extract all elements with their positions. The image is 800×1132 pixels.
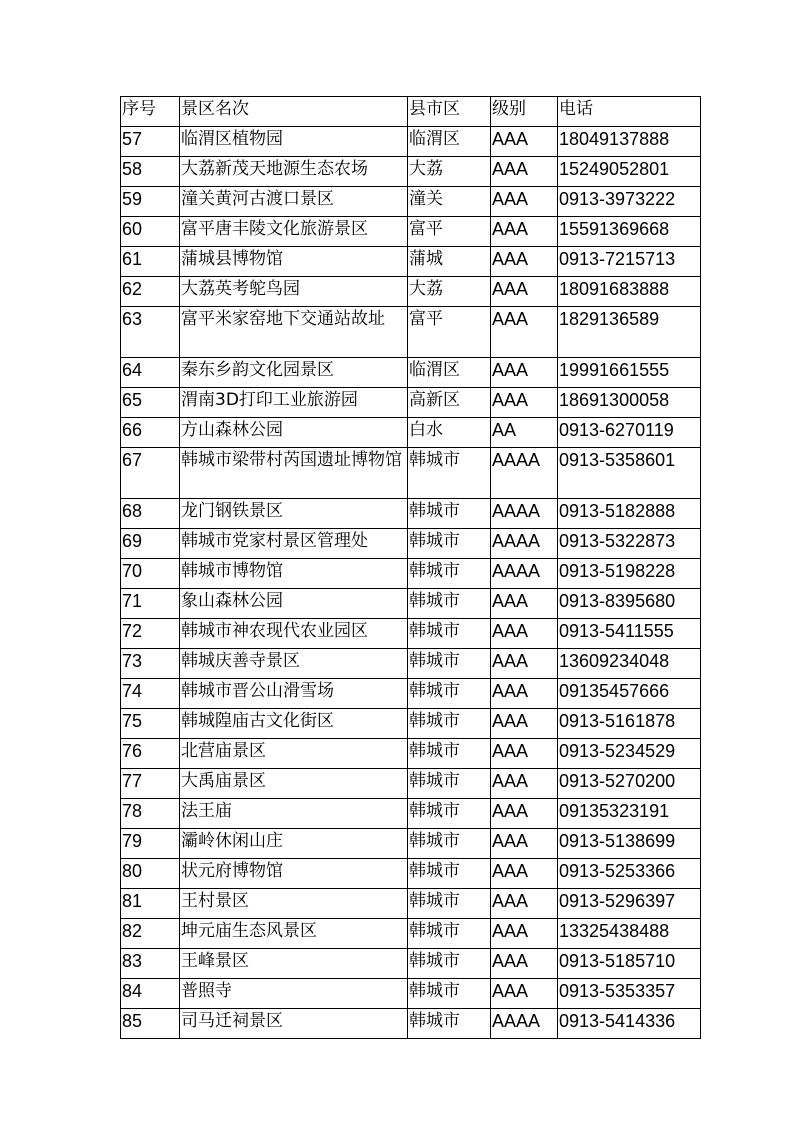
- table-row: [121, 277, 701, 307]
- cell-name: 王峰景区: [180, 949, 408, 979]
- table-row: [121, 529, 701, 559]
- cell-phone: 0913-6270119: [558, 418, 701, 448]
- cell-no: 62: [121, 277, 180, 307]
- table-body: [121, 97, 701, 1039]
- table-row: [121, 859, 701, 889]
- cell-level: AAA: [491, 829, 558, 859]
- cell-phone: 15249052801: [558, 157, 701, 187]
- cell-county: 韩城市: [408, 589, 491, 619]
- header-level: 级别: [491, 97, 558, 127]
- cell-no: 77: [121, 769, 180, 799]
- table-row: [121, 247, 701, 277]
- cell-no: 65: [121, 388, 180, 418]
- header-name: 景区名次: [180, 97, 408, 127]
- header-phone: 电话: [558, 97, 701, 127]
- table-row: [121, 1009, 701, 1039]
- cell-no: 76: [121, 739, 180, 769]
- cell-name: 状元府博物馆: [180, 859, 408, 889]
- cell-county: 韩城市: [408, 709, 491, 739]
- cell-county: 富平: [408, 307, 491, 358]
- cell-phone: 09135323191: [558, 799, 701, 829]
- cell-phone: 13609234048: [558, 649, 701, 679]
- cell-name: 秦东乡韵文化园景区: [180, 358, 408, 388]
- table-row: [121, 829, 701, 859]
- cell-phone: 0913-7215713: [558, 247, 701, 277]
- cell-no: 57: [121, 127, 180, 157]
- cell-phone: 0913-5198228: [558, 559, 701, 589]
- cell-name: 韩城市党家村景区管理处: [180, 529, 408, 559]
- cell-level: AAA: [491, 949, 558, 979]
- table-row: [121, 979, 701, 1009]
- cell-no: 71: [121, 589, 180, 619]
- scenic-spots-table: [120, 96, 701, 1039]
- cell-no: 58: [121, 157, 180, 187]
- cell-county: 潼关: [408, 187, 491, 217]
- table-row: [121, 157, 701, 187]
- cell-county: 高新区: [408, 388, 491, 418]
- table-header-row: [121, 97, 701, 127]
- cell-no: 84: [121, 979, 180, 1009]
- cell-county: 大荔: [408, 157, 491, 187]
- cell-phone: 13325438488: [558, 919, 701, 949]
- cell-county: 韩城市: [408, 1009, 491, 1039]
- cell-level: AAA: [491, 889, 558, 919]
- cell-level: AAA: [491, 799, 558, 829]
- cell-level: AAA: [491, 127, 558, 157]
- cell-phone: 0913-5185710: [558, 949, 701, 979]
- cell-county: 韩城市: [408, 979, 491, 1009]
- cell-name: 王村景区: [180, 889, 408, 919]
- cell-no: 83: [121, 949, 180, 979]
- cell-phone: 0913-5182888: [558, 499, 701, 529]
- cell-level: AAAA: [491, 499, 558, 529]
- cell-no: 78: [121, 799, 180, 829]
- cell-level: AAA: [491, 679, 558, 709]
- cell-phone: 0913-5161878: [558, 709, 701, 739]
- table-row: [121, 679, 701, 709]
- cell-county: 韩城市: [408, 649, 491, 679]
- cell-level: AAA: [491, 739, 558, 769]
- cell-name: 龙门钢铁景区: [180, 499, 408, 529]
- table-row: [121, 217, 701, 247]
- cell-phone: 0913-5411555: [558, 619, 701, 649]
- cell-no: 64: [121, 358, 180, 388]
- table-row: [121, 127, 701, 157]
- cell-name: 普照寺: [180, 979, 408, 1009]
- table-row: [121, 649, 701, 679]
- cell-county: 韩城市: [408, 739, 491, 769]
- cell-level: AAAA: [491, 448, 558, 499]
- cell-level: AAA: [491, 388, 558, 418]
- cell-name: 韩城隍庙古文化街区: [180, 709, 408, 739]
- cell-level: AAAA: [491, 1009, 558, 1039]
- cell-no: 80: [121, 859, 180, 889]
- cell-no: 69: [121, 529, 180, 559]
- cell-level: AAA: [491, 217, 558, 247]
- cell-no: 70: [121, 559, 180, 589]
- cell-phone: 0913-5296397: [558, 889, 701, 919]
- cell-level: AAA: [491, 919, 558, 949]
- cell-phone: 0913-5234529: [558, 739, 701, 769]
- cell-name: 北营庙景区: [180, 739, 408, 769]
- cell-level: AAA: [491, 589, 558, 619]
- cell-level: AAA: [491, 358, 558, 388]
- cell-phone: 0913-5253366: [558, 859, 701, 889]
- cell-level: AAA: [491, 187, 558, 217]
- cell-name: 富平唐丰陵文化旅游景区: [180, 217, 408, 247]
- cell-phone: 19991661555: [558, 358, 701, 388]
- cell-county: 韩城市: [408, 829, 491, 859]
- cell-county: 临渭区: [408, 358, 491, 388]
- cell-name: 韩城市博物馆: [180, 559, 408, 589]
- cell-county: 韩城市: [408, 769, 491, 799]
- cell-name: 大禹庙景区: [180, 769, 408, 799]
- cell-name: 灞岭休闲山庄: [180, 829, 408, 859]
- cell-county: 韩城市: [408, 559, 491, 589]
- cell-name: 韩城市梁带村芮国遗址博物馆: [180, 448, 408, 499]
- cell-no: 66: [121, 418, 180, 448]
- table-row: [121, 739, 701, 769]
- cell-no: 82: [121, 919, 180, 949]
- table-row: [121, 307, 701, 358]
- cell-no: 61: [121, 247, 180, 277]
- cell-county: 富平: [408, 217, 491, 247]
- cell-level: AAAA: [491, 529, 558, 559]
- cell-county: 韩城市: [408, 448, 491, 499]
- cell-county: 韩城市: [408, 499, 491, 529]
- cell-phone: 0913-8395680: [558, 589, 701, 619]
- cell-county: 韩城市: [408, 619, 491, 649]
- table-row: [121, 799, 701, 829]
- table-row: [121, 619, 701, 649]
- cell-no: 63: [121, 307, 180, 358]
- cell-no: 68: [121, 499, 180, 529]
- cell-level: AAA: [491, 649, 558, 679]
- cell-phone: 0913-5358601: [558, 448, 701, 499]
- cell-county: 蒲城: [408, 247, 491, 277]
- cell-name: 潼关黄河古渡口景区: [180, 187, 408, 217]
- cell-name: 蒲城县博物馆: [180, 247, 408, 277]
- table-row: [121, 889, 701, 919]
- cell-name: 司马迁祠景区: [180, 1009, 408, 1039]
- cell-phone: 0913-5322873: [558, 529, 701, 559]
- table-row: [121, 388, 701, 418]
- cell-name: 韩城市神农现代农业园区: [180, 619, 408, 649]
- cell-name: 大荔新茂天地源生态农场: [180, 157, 408, 187]
- cell-county: 韩城市: [408, 919, 491, 949]
- table-row: [121, 769, 701, 799]
- cell-phone: 18691300058: [558, 388, 701, 418]
- cell-level: AA: [491, 418, 558, 448]
- cell-level: AAAA: [491, 559, 558, 589]
- cell-county: 韩城市: [408, 799, 491, 829]
- cell-no: 74: [121, 679, 180, 709]
- cell-name: 大荔英考鸵鸟园: [180, 277, 408, 307]
- table-row: [121, 919, 701, 949]
- cell-name: 坤元庙生态风景区: [180, 919, 408, 949]
- cell-county: 韩城市: [408, 889, 491, 919]
- cell-name: 渭南3D打印工业旅游园: [180, 388, 408, 418]
- cell-phone: 0913-5414336: [558, 1009, 701, 1039]
- cell-level: AAA: [491, 979, 558, 1009]
- table-row: [121, 448, 701, 499]
- cell-phone: 09135457666: [558, 679, 701, 709]
- table-row: [121, 187, 701, 217]
- cell-level: AAA: [491, 277, 558, 307]
- cell-level: AAA: [491, 769, 558, 799]
- cell-phone: 15591369668: [558, 217, 701, 247]
- table-row: [121, 559, 701, 589]
- cell-no: 73: [121, 649, 180, 679]
- table-row: [121, 709, 701, 739]
- cell-county: 韩城市: [408, 529, 491, 559]
- cell-name: 法王庙: [180, 799, 408, 829]
- cell-county: 大荔: [408, 277, 491, 307]
- cell-no: 75: [121, 709, 180, 739]
- table-row: [121, 589, 701, 619]
- cell-no: 81: [121, 889, 180, 919]
- cell-county: 韩城市: [408, 679, 491, 709]
- header-county: 县市区: [408, 97, 491, 127]
- cell-name: 象山森林公园: [180, 589, 408, 619]
- cell-name: 韩城市晋公山滑雪场: [180, 679, 408, 709]
- cell-level: AAA: [491, 307, 558, 358]
- cell-level: AAA: [491, 247, 558, 277]
- cell-county: 韩城市: [408, 859, 491, 889]
- cell-name: 韩城庆善寺景区: [180, 649, 408, 679]
- cell-no: 85: [121, 1009, 180, 1039]
- header-no: 序号: [121, 97, 180, 127]
- cell-county: 韩城市: [408, 949, 491, 979]
- cell-level: AAA: [491, 157, 558, 187]
- cell-no: 72: [121, 619, 180, 649]
- cell-phone: 0913-5138699: [558, 829, 701, 859]
- cell-phone: 18091683888: [558, 277, 701, 307]
- cell-no: 59: [121, 187, 180, 217]
- table-row: [121, 358, 701, 388]
- cell-phone: 0913-5353357: [558, 979, 701, 1009]
- cell-county: 临渭区: [408, 127, 491, 157]
- cell-level: AAA: [491, 709, 558, 739]
- cell-county: 白水: [408, 418, 491, 448]
- table-row: [121, 418, 701, 448]
- cell-phone: 18049137888: [558, 127, 701, 157]
- cell-no: 79: [121, 829, 180, 859]
- cell-no: 67: [121, 448, 180, 499]
- cell-phone: 0913-3973222: [558, 187, 701, 217]
- cell-level: AAA: [491, 619, 558, 649]
- cell-level: AAA: [491, 859, 558, 889]
- cell-phone: 0913-5270200: [558, 769, 701, 799]
- cell-no: 60: [121, 217, 180, 247]
- table-row: [121, 499, 701, 529]
- cell-phone: 1829136589: [558, 307, 701, 358]
- cell-name: 临渭区植物园: [180, 127, 408, 157]
- cell-name: 方山森林公园: [180, 418, 408, 448]
- cell-name: 富平米家窑地下交通站故址: [180, 307, 408, 358]
- table-row: [121, 949, 701, 979]
